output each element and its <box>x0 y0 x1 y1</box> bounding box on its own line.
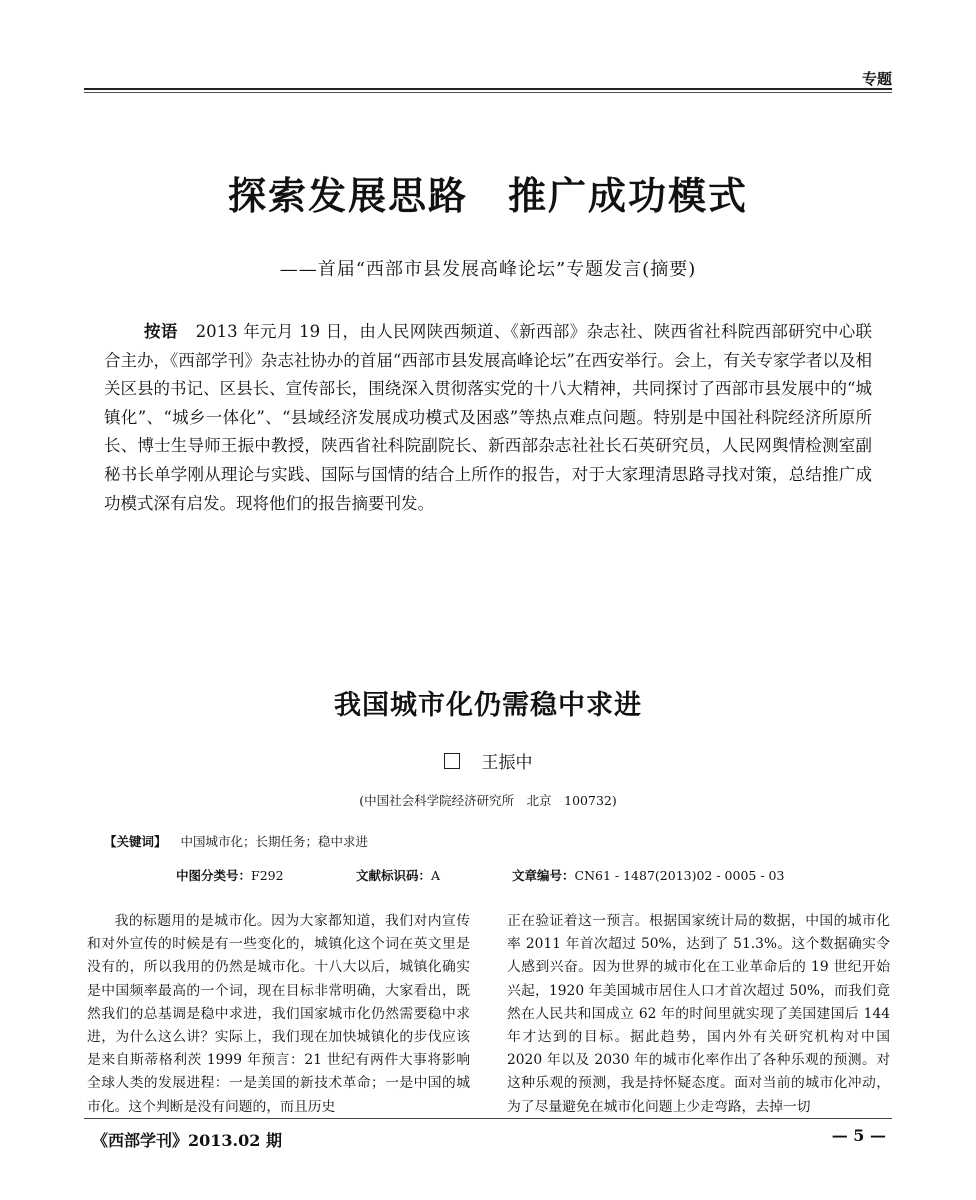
feature-title: 探索发展思路 推广成功模式 <box>227 174 748 218</box>
section-tag: 专题 <box>861 70 892 88</box>
footer-rule <box>84 1118 892 1119</box>
header-rule-thin <box>84 92 892 93</box>
article-number-value: CN61 - 1487(2013)02 - 0005 - 03 <box>574 868 785 883</box>
editor-note <box>104 318 872 518</box>
body-column-left: 我的标题用的是城市化。因为大家都知道，我们对内宣传和对外宣传的时候是有一些变化的，城镇化这个词在英文里是没有的，所以我用的仍然是城市化。十八大以后，城镇化确实是中国频率最高的一个词，现在目标非常明确，大家看出，既然我们的总基调是稳中求进，我们国家城市化仍然需要稳中求进，为什么这么讲？实际上，我们现在加快城镇化的步伐应该是来自斯蒂格利茨 1999 年预言：21 世纪有两件大事将影响全球人类的发展进程：一是美国的新技术革命；一是中国的城市化。这个判断是没有问题的，而且历史 <box>87 913 470 1115</box>
clc-value: F292 <box>251 868 284 883</box>
footer-journal: 《西部学刊》2013.02 期 <box>92 1131 282 1150</box>
author-affiliation: (中国社会科学院经济研究所 北京 100732) <box>359 793 617 808</box>
editor-note-text: 2013 年元月 19 日，由人民网陕西频道、《新西部》杂志社、陕西省社科院西部研究中心联合主办，《西部学刊》杂志社协办的首届“西部市县发展高峰论坛”在西安举行。会上，有关专家学者以及相关区县的书记、区县长、宣传部长，围绕深入贯彻落实党的十八大精神，共同探讨了西部市县发展中的“城镇化”、“城乡一体化”、“县域经济发展成功模式及困惑”等热点难点问题。特别是中国社科院经济所原所长、博士生导师王振中教授，陕西省社科院副院长、新西部杂志社社长石英研究员，人民网舆情检测室副秘书长单学刚从理论与实践、国际与国情的结合上所作的报告，对于大家理清思路寻找对策，总结推广成功模式深有启发。现将他们的报告摘要刊发。 <box>104 322 873 513</box>
keywords-text: 中国城市化；长期任务；稳中求进 <box>180 834 369 849</box>
article-number <box>512 866 784 884</box>
feature-subtitle: ——首届“西部市县发展高峰论坛”专题发言(摘要) <box>279 259 697 280</box>
editor-note-label: 按语 <box>144 322 178 341</box>
header-rule <box>84 88 892 90</box>
keywords-label: 【关键词】 <box>104 834 167 849</box>
author-row <box>0 748 976 773</box>
article-number-label: 文章编号： <box>512 868 575 883</box>
body-column-right: 正在验证着这一预言。根据国家统计局的数据，中国的城市化率 2011 年首次超过 50%，达到了 51.3%。这个数据确实令人感到兴奋。因为世界的城市化在工业革命后的 19 世纪开始兴起，1920 年美国城市居住人口才首次超过 50%，而我们竟然在人民共和国成立 62 年的时间里就实现了美国建国后 144 年才达到的目标。据此趋势，国内外有关研究机构对中国 2020 年以及 2030 年的城市化率作出了各种乐观的预测。对这种乐观的预测，我是持怀疑态度。面对当前的城市化冲动，为了尽量避免在城市化问题上少走弯路，去掉一切 <box>507 913 890 1115</box>
document-code-label: 文献标识码： <box>356 868 432 883</box>
page-number: — 5 — <box>831 1126 886 1145</box>
keywords <box>104 832 368 850</box>
author-name: 王振中 <box>481 753 533 773</box>
article-title: 我国城市化仍需稳中求进 <box>334 690 642 721</box>
clc-label: 中图分类号： <box>176 868 252 883</box>
document-code-value: A <box>431 868 441 883</box>
document-code <box>356 866 440 884</box>
clc-number <box>176 866 284 884</box>
author-box-icon <box>444 753 460 769</box>
